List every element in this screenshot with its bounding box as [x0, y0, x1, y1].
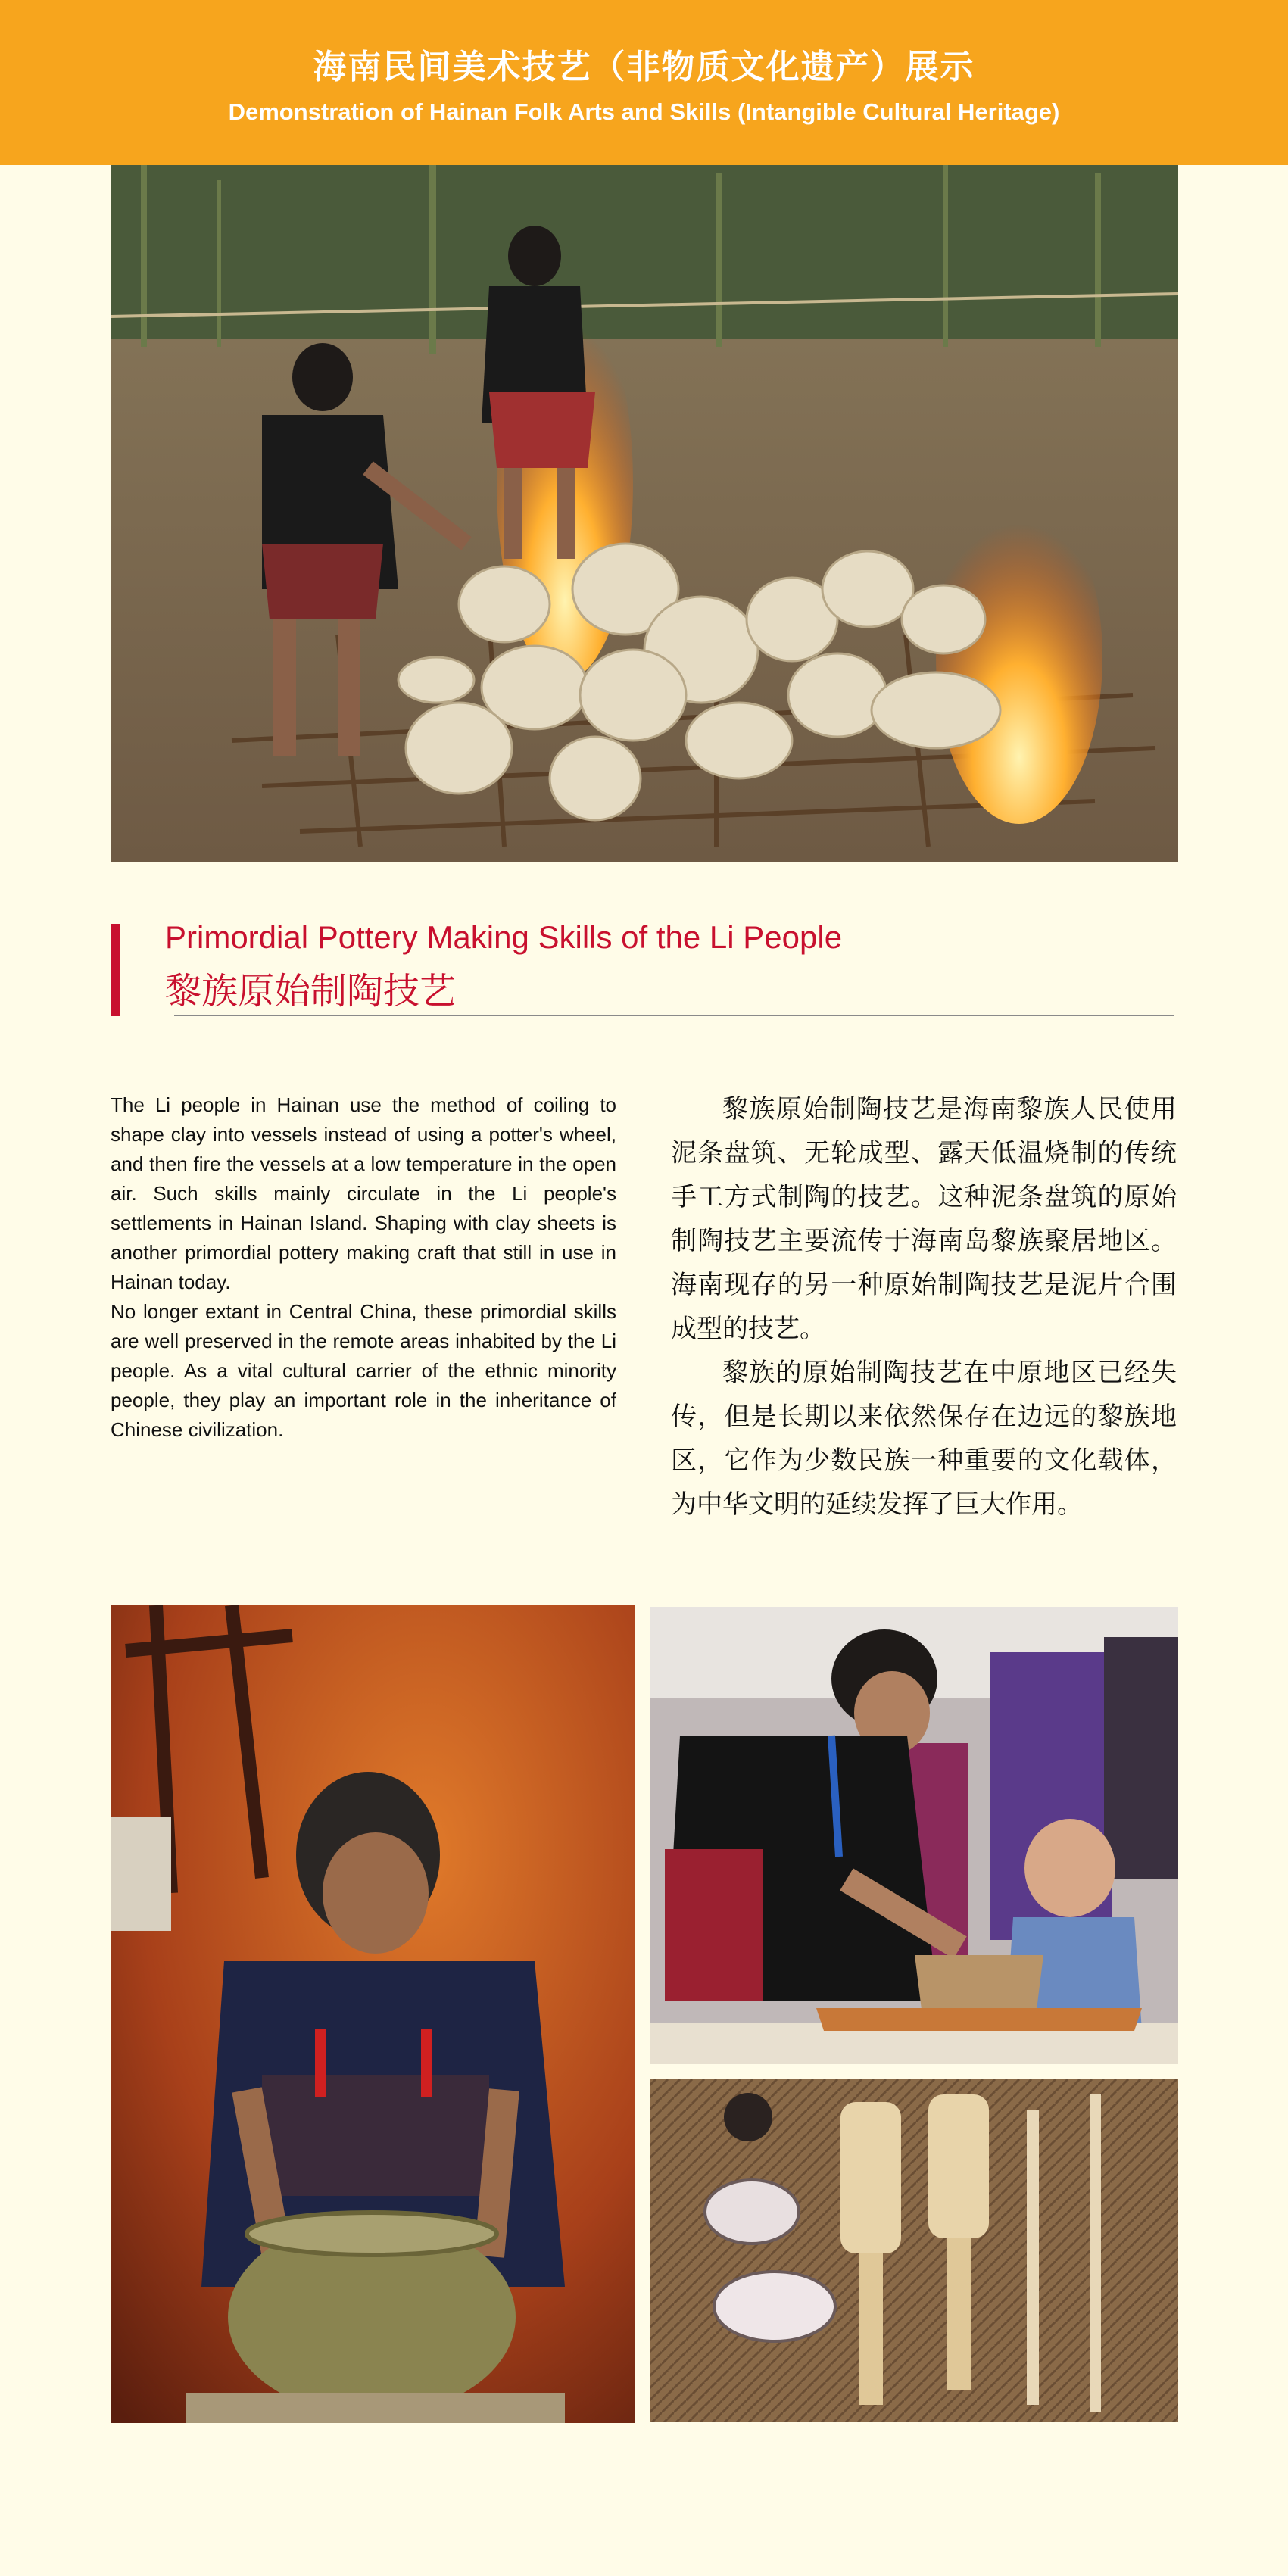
section-title-en: Primordial Pottery Making Skills of the Li People	[165, 919, 843, 955]
header-title-cn: 海南民间美术技艺（非物质文化遗产）展示	[313, 48, 975, 86]
body-en-paragraph-2: No longer extant in Central China, these primordial skills are well preserved in the remote areas inhabited by the Li people. As a vital cultural carrier of the ethnic minority people, they play an important role in the inheritance of Chinese civilization.	[111, 1300, 616, 1441]
body-text-cn	[671, 1087, 1177, 1527]
pottery-tools-photo	[650, 2079, 1178, 2422]
body-en-paragraph-1: The Li people in Hainan use the method of coiling to shape clay into vessels instead of using a potter's wheel, and then fire the vessels at a low temperature in the open air. Such skills mainly circulate in the Li people's settlements in Hainan Island. Shaping with clay sheets is another primordial pottery making craft that still in use in Hainan today.	[111, 1093, 616, 1293]
header-banner	[0, 0, 1288, 165]
section-title-cn: 黎族原始制陶技艺	[165, 970, 457, 1012]
body-cn-paragraph-2: 黎族的原始制陶技艺在中原地区已经失传，但是长期以来依然保存在边远的黎族地区，它作为少数民族一种重要的文化载体，为中华文明的延续发挥了巨大作用。	[671, 1358, 1177, 1520]
header-title-en: Demonstration of Hainan Folk Arts and Skills (Intangible Cultural Heritage)	[228, 98, 1060, 125]
elder-shaping-pot-photo	[111, 1605, 635, 2423]
body-cn-paragraph-1: 黎族原始制陶技艺是海南黎族人民使用泥条盘筑、无轮成型、露天低温烧制的传统手工方式制陶的技艺。这种泥条盘筑的原始制陶技艺主要流传于海南岛黎族聚居地区。海南现存的另一种原始制陶技艺是泥片合围成型的技艺。	[671, 1094, 1177, 1344]
section-accent-bar	[111, 924, 120, 1016]
pottery-demonstration-photo	[650, 1607, 1178, 2064]
open-air-firing-photo	[111, 165, 1178, 862]
section-divider	[174, 1015, 1174, 1016]
body-text-en	[111, 1090, 616, 1445]
